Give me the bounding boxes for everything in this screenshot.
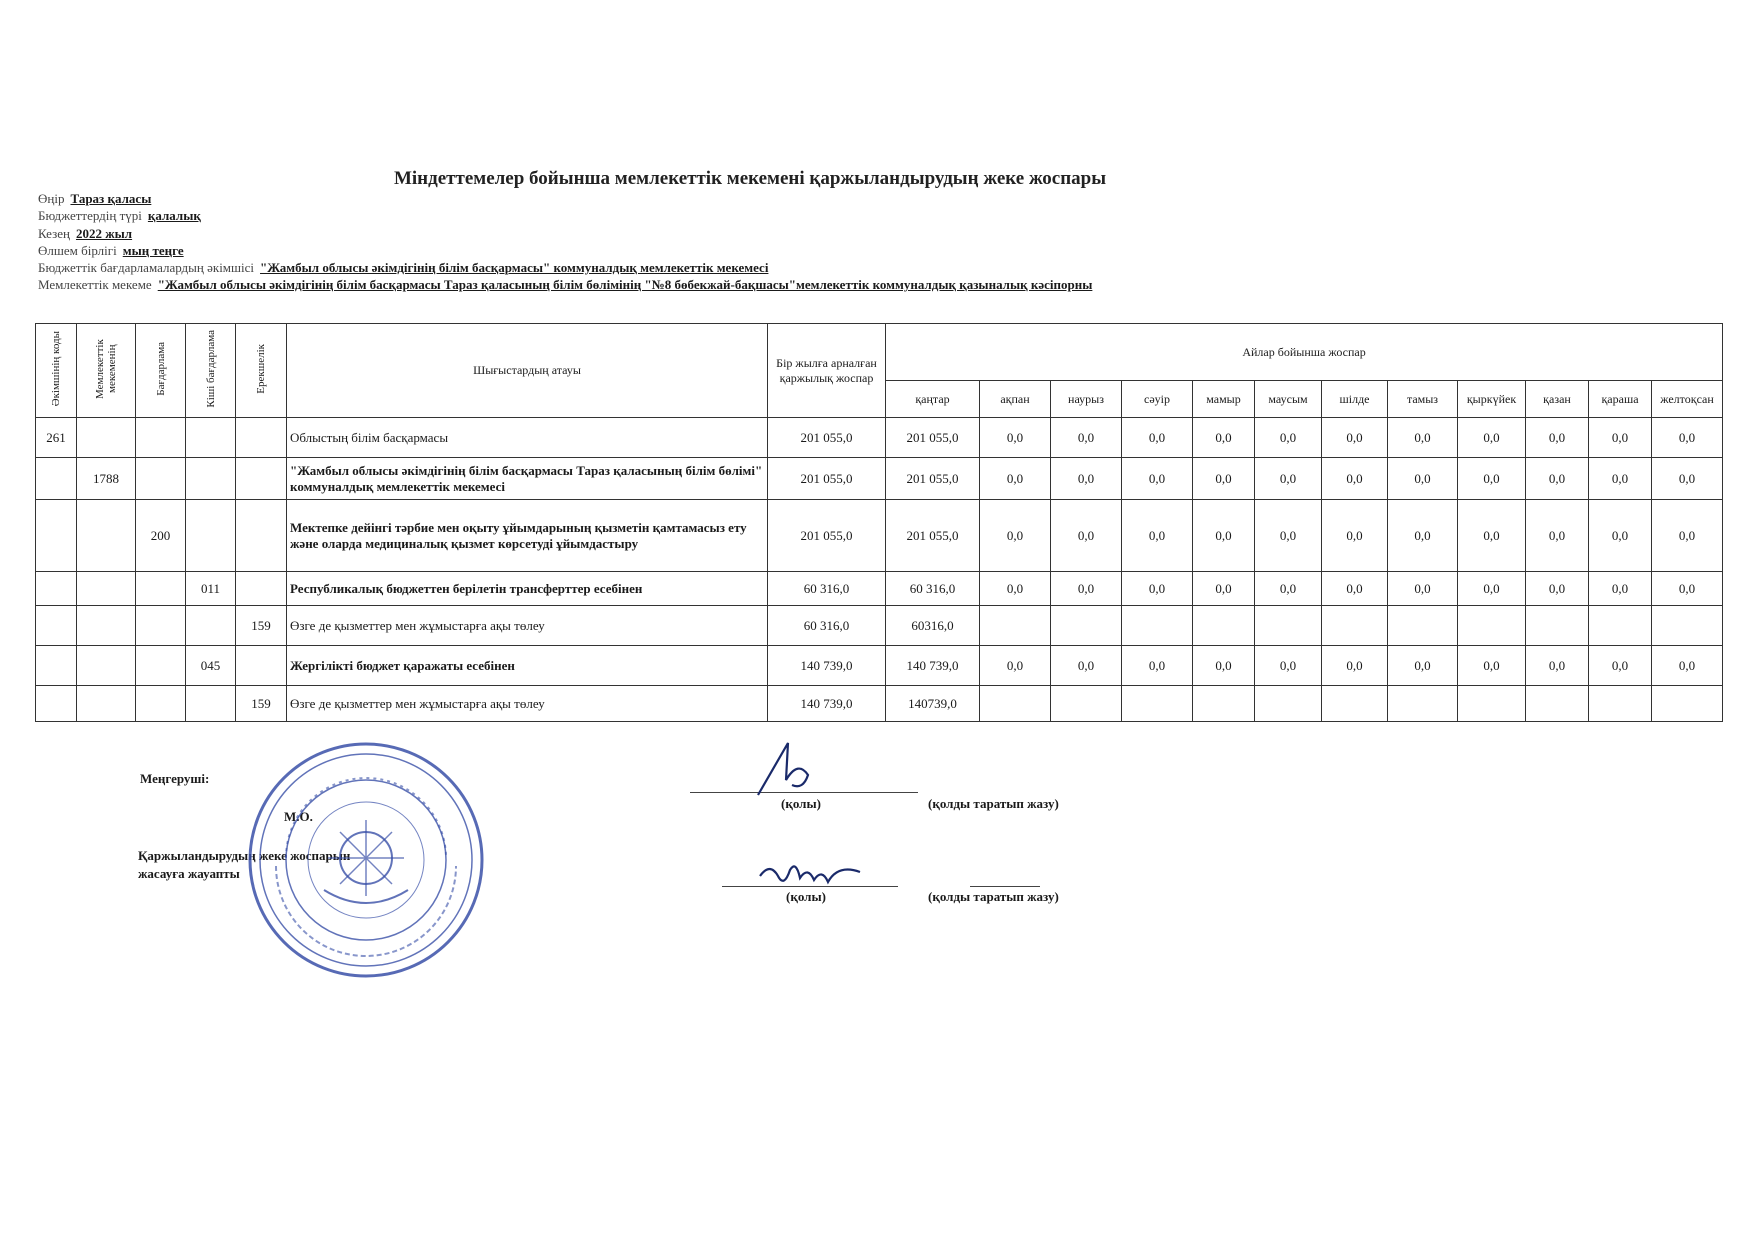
month-amount-cell: 0,0	[1255, 500, 1322, 572]
code-cell	[77, 500, 136, 572]
meta-value: "Жамбыл облысы әкімдігінің білім басқармасы Тараз қаласының білім бөлімінің "№8 бөбекжай-бақшасы"мемлекеттік коммуналдық қазыналық кәсіпорны	[157, 277, 1093, 293]
table-row	[36, 606, 1723, 646]
code-cell	[236, 500, 287, 572]
month-amount-cell: 140739,0	[886, 686, 980, 722]
header-code-label: Әкімшінің коды	[50, 330, 62, 407]
month-amount-cell: 0,0	[980, 500, 1051, 572]
code-cell	[186, 606, 236, 646]
month-amount-cell	[1589, 686, 1652, 722]
head-label: Меңгеруші:	[140, 771, 210, 786]
month-amount-cell: 0,0	[1051, 418, 1122, 458]
month-amount-cell: 0,0	[1388, 646, 1458, 686]
month-amount-cell: 0,0	[1458, 458, 1526, 500]
responsible-label-line1: Қаржыландырудың жеке жоспарын	[138, 848, 351, 863]
code-cell	[136, 646, 186, 686]
month-amount-cell: 0,0	[1589, 500, 1652, 572]
code-cell	[136, 458, 186, 500]
month-amount-cell	[1122, 606, 1193, 646]
month-amount-cell	[1122, 686, 1193, 722]
header-code-col	[77, 324, 136, 418]
seal-place-label: М.О.	[284, 809, 313, 824]
expense-name-cell: Жергілікті бюджет қаражаты есебінен	[287, 646, 768, 686]
month-amount-cell: 60316,0	[886, 606, 980, 646]
meta-label: Мемлекеттік мекеме	[38, 277, 152, 293]
expense-name-cell: Өзге де қызметтер мен жұмыстарға ақы төлеу	[287, 686, 768, 722]
code-cell	[77, 418, 136, 458]
meta-row	[38, 276, 1092, 293]
meta-row	[38, 207, 1092, 224]
month-amount-cell: 0,0	[1458, 646, 1526, 686]
month-amount-cell: 0,0	[980, 418, 1051, 458]
code-cell: 159	[236, 686, 287, 722]
header-code-col	[236, 324, 287, 418]
code-cell	[36, 606, 77, 646]
code-cell: 045	[186, 646, 236, 686]
code-cell: 261	[36, 418, 77, 458]
code-cell	[136, 606, 186, 646]
month-amount-cell: 0,0	[1255, 458, 1322, 500]
code-cell	[77, 606, 136, 646]
month-amount-cell: 0,0	[1322, 458, 1388, 500]
month-amount-cell: 0,0	[980, 646, 1051, 686]
month-amount-cell	[1652, 686, 1723, 722]
head-decode-caption: (қолды таратып жазу)	[928, 796, 1059, 811]
month-amount-cell: 0,0	[1193, 500, 1255, 572]
code-cell	[136, 686, 186, 722]
month-amount-cell: 0,0	[1652, 458, 1723, 500]
code-cell	[36, 686, 77, 722]
code-cell	[186, 418, 236, 458]
meta-row	[38, 259, 1092, 276]
month-amount-cell: 0,0	[1526, 418, 1589, 458]
month-amount-cell: 0,0	[1652, 500, 1723, 572]
table-row	[36, 458, 1723, 500]
header-month: маусым	[1255, 381, 1322, 418]
header-annual-col: Бір жылға арналған қаржылық жоспар	[768, 324, 886, 418]
month-amount-cell	[1388, 606, 1458, 646]
month-amount-cell: 0,0	[1322, 572, 1388, 606]
code-cell	[77, 646, 136, 686]
month-amount-cell: 0,0	[1051, 500, 1122, 572]
header-month: сәуір	[1122, 381, 1193, 418]
document-title: Міндеттемелер бойынша мемлекеттік мекемені қаржыландырудың жеке жоспары	[393, 168, 1107, 189]
month-amount-cell: 0,0	[1255, 572, 1322, 606]
month-amount-cell: 0,0	[1322, 500, 1388, 572]
meta-label: Бюджеттік бағдарламалардың әкімшісі	[38, 260, 255, 276]
month-amount-cell: 0,0	[1051, 646, 1122, 686]
code-cell	[236, 646, 287, 686]
header-month: қаңтар	[886, 381, 980, 418]
header-code-col	[186, 324, 236, 418]
month-amount-cell	[1458, 606, 1526, 646]
month-amount-cell	[1051, 686, 1122, 722]
code-cell: 011	[186, 572, 236, 606]
code-cell: 200	[136, 500, 186, 572]
month-amount-cell: 0,0	[1255, 418, 1322, 458]
month-amount-cell	[1255, 606, 1322, 646]
code-cell	[186, 458, 236, 500]
code-cell	[186, 686, 236, 722]
month-amount-cell: 201 055,0	[886, 458, 980, 500]
month-amount-cell	[980, 606, 1051, 646]
table-row	[36, 646, 1723, 686]
table-row	[36, 686, 1723, 722]
month-amount-cell: 0,0	[1589, 458, 1652, 500]
code-cell	[186, 500, 236, 572]
month-amount-cell: 0,0	[1388, 500, 1458, 572]
month-amount-cell: 0,0	[1388, 458, 1458, 500]
month-amount-cell	[1526, 686, 1589, 722]
month-amount-cell	[1652, 606, 1723, 646]
month-amount-cell: 0,0	[1193, 458, 1255, 500]
code-cell	[236, 572, 287, 606]
expense-name-cell: Өзге де қызметтер мен жұмыстарға ақы төлеу	[287, 606, 768, 646]
responsible-decode-caption: (қолды таратып жазу)	[928, 889, 1059, 904]
month-amount-cell: 0,0	[1122, 646, 1193, 686]
month-amount-cell: 0,0	[1526, 646, 1589, 686]
code-cell	[236, 458, 287, 500]
month-amount-cell	[1193, 606, 1255, 646]
annual-amount-cell: 60 316,0	[768, 572, 886, 606]
expense-name-cell: "Жамбыл облысы әкімдігінің білім басқармасы Тараз қаласының білім бөлімі" коммуналдық мемлекеттік мекемесі	[287, 458, 768, 500]
month-amount-cell: 0,0	[1526, 458, 1589, 500]
meta-row	[38, 190, 1092, 207]
month-amount-cell: 0,0	[1193, 646, 1255, 686]
code-cell	[36, 572, 77, 606]
month-amount-cell: 0,0	[1589, 418, 1652, 458]
month-amount-cell: 0,0	[1193, 418, 1255, 458]
month-amount-cell: 0,0	[1458, 418, 1526, 458]
month-amount-cell: 140 739,0	[886, 646, 980, 686]
month-amount-cell: 0,0	[1526, 500, 1589, 572]
month-amount-cell	[980, 686, 1051, 722]
official-seal-icon	[246, 740, 486, 980]
month-amount-cell: 0,0	[1589, 646, 1652, 686]
header-month: тамыз	[1388, 381, 1458, 418]
month-amount-cell	[1322, 686, 1388, 722]
meta-label: Кезең	[38, 225, 70, 241]
month-amount-cell: 0,0	[1388, 572, 1458, 606]
header-month: наурыз	[1051, 381, 1122, 418]
code-cell	[36, 646, 77, 686]
responsible-decode-line	[970, 886, 1040, 887]
month-amount-cell: 0,0	[1526, 572, 1589, 606]
code-cell	[36, 500, 77, 572]
header-code-label: Ерекшелік	[255, 343, 267, 394]
code-cell	[136, 418, 186, 458]
table-row	[36, 500, 1723, 572]
responsible-sign-caption: (қолы)	[786, 889, 826, 904]
month-amount-cell	[1589, 606, 1652, 646]
expense-name-cell: Облыстың білім басқармасы	[287, 418, 768, 458]
document-meta	[38, 190, 1092, 294]
expense-name-cell: Республикалық бюджеттен берілетін трансферттер есебінен	[287, 572, 768, 606]
month-amount-cell	[1458, 686, 1526, 722]
header-month: шілде	[1322, 381, 1388, 418]
annual-amount-cell: 201 055,0	[768, 500, 886, 572]
month-amount-cell	[1193, 686, 1255, 722]
meta-value: 2022 жыл	[75, 225, 133, 241]
table-row	[36, 572, 1723, 606]
header-code-label: Бағдарлама	[154, 341, 167, 396]
meta-value: Тараз қаласы	[70, 191, 152, 206]
head-signature-icon	[748, 735, 828, 805]
code-cell: 1788	[77, 458, 136, 500]
header-code-label: Мемлекеттік мекеменің	[94, 338, 118, 399]
header-month: қазан	[1526, 381, 1589, 418]
header-code-label: Кіші бағдарлама	[204, 329, 217, 408]
meta-value: қалалық	[147, 208, 201, 224]
month-amount-cell: 201 055,0	[886, 418, 980, 458]
meta-value: "Жамбыл облысы әкімдігінің білім басқармасы" коммуналдық мемлекеттік мекемесі	[260, 260, 769, 276]
month-amount-cell: 0,0	[1193, 572, 1255, 606]
code-cell	[36, 458, 77, 500]
financing-plan-table	[35, 323, 1723, 722]
month-amount-cell: 0,0	[980, 572, 1051, 606]
annual-amount-cell: 140 739,0	[768, 646, 886, 686]
header-month: қараша	[1589, 381, 1652, 418]
month-amount-cell: 201 055,0	[886, 500, 980, 572]
month-amount-cell: 0,0	[1388, 418, 1458, 458]
month-amount-cell	[1255, 686, 1322, 722]
header-name-col: Шығыстардың атауы	[287, 324, 768, 418]
expense-name-cell: Мектепке дейінгі тәрбие мен оқыту ұйымдарының қызметін қамтамасыз ету және оларда медициналық қызмет көрсетуді ұйымдастыру	[287, 500, 768, 572]
header-month: қыркүйек	[1458, 381, 1526, 418]
month-amount-cell: 0,0	[1652, 572, 1723, 606]
month-amount-cell: 0,0	[1122, 418, 1193, 458]
month-amount-cell: 0,0	[1589, 572, 1652, 606]
month-amount-cell: 0,0	[1458, 572, 1526, 606]
month-amount-cell: 0,0	[1051, 572, 1122, 606]
month-amount-cell	[1526, 606, 1589, 646]
header-month: желтоқсан	[1652, 381, 1723, 418]
month-amount-cell: 0,0	[1122, 500, 1193, 572]
meta-label: Өңір	[38, 191, 65, 206]
header-months-group: Айлар бойынша жоспар	[886, 324, 1723, 381]
code-cell	[77, 572, 136, 606]
month-amount-cell: 0,0	[1652, 418, 1723, 458]
head-sign-caption: (қолы)	[781, 796, 821, 811]
month-amount-cell: 0,0	[1255, 646, 1322, 686]
responsible-signature-icon	[756, 858, 866, 898]
annual-amount-cell: 201 055,0	[768, 458, 886, 500]
meta-row	[38, 242, 1092, 259]
meta-value: мың теңге	[122, 242, 184, 258]
annual-amount-cell: 140 739,0	[768, 686, 886, 722]
month-amount-cell	[1322, 606, 1388, 646]
meta-label: Бюджеттердің түрі	[38, 208, 142, 224]
annual-amount-cell: 60 316,0	[768, 606, 886, 646]
header-code-col	[136, 324, 186, 418]
code-cell	[77, 686, 136, 722]
meta-row	[38, 225, 1092, 242]
month-amount-cell: 0,0	[1652, 646, 1723, 686]
header-code-col	[36, 324, 77, 418]
month-amount-cell: 0,0	[1122, 572, 1193, 606]
responsible-label-line2: жасауға жауапты	[138, 866, 240, 881]
month-amount-cell: 0,0	[1322, 646, 1388, 686]
meta-label: Өлшем бірлігі	[38, 242, 117, 258]
header-month: ақпан	[980, 381, 1051, 418]
header-month: мамыр	[1193, 381, 1255, 418]
month-amount-cell: 0,0	[1458, 500, 1526, 572]
table-row	[36, 418, 1723, 458]
code-cell	[236, 418, 287, 458]
annual-amount-cell: 201 055,0	[768, 418, 886, 458]
month-amount-cell	[1388, 686, 1458, 722]
month-amount-cell: 0,0	[980, 458, 1051, 500]
code-cell: 159	[236, 606, 287, 646]
code-cell	[136, 572, 186, 606]
month-amount-cell: 0,0	[1122, 458, 1193, 500]
month-amount-cell: 60 316,0	[886, 572, 980, 606]
month-amount-cell: 0,0	[1051, 458, 1122, 500]
month-amount-cell: 0,0	[1322, 418, 1388, 458]
month-amount-cell	[1051, 606, 1122, 646]
